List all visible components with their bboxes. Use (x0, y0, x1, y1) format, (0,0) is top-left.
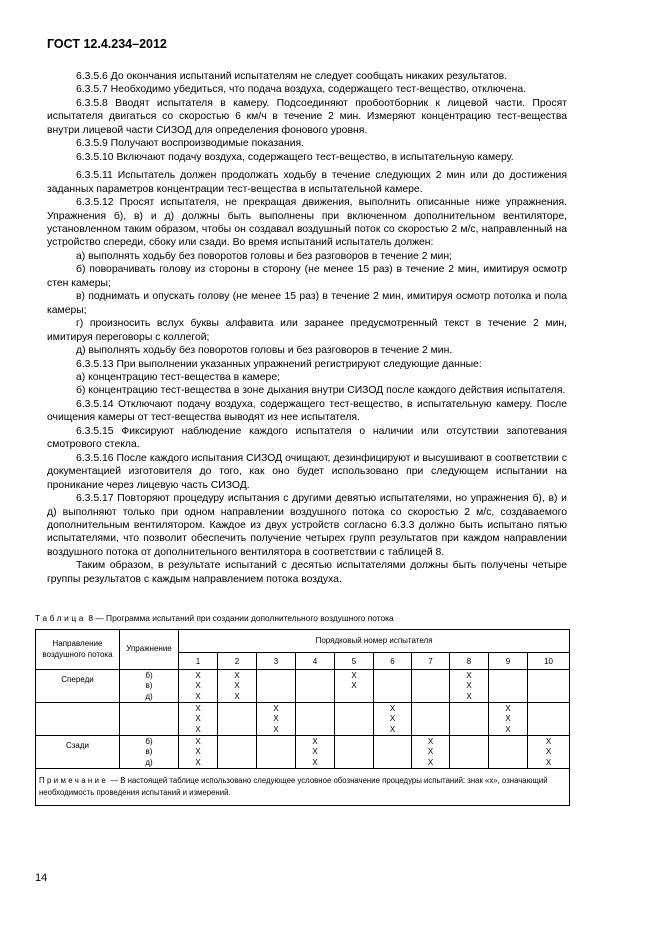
tester-number: 8 (450, 653, 489, 670)
direction-cell: Сзади (36, 736, 120, 769)
mark-x: Х (312, 737, 318, 746)
list-item: а) выполнять ходьбу без поворотов головы и без разговоров в течение 2 мин; (76, 250, 452, 262)
mark-x: Х (466, 681, 472, 691)
exercise-label: в) (145, 747, 153, 757)
document-header: ГОСТ 12.4.234–2012 (47, 37, 167, 51)
mark-cell (335, 670, 374, 703)
mark-x: Х (427, 737, 434, 746)
tester-number: 1 (179, 653, 218, 670)
mark-cell (412, 736, 450, 769)
note-label: Примечание (39, 776, 109, 785)
mark-x: Х (234, 681, 240, 691)
tester-number: 7 (412, 653, 450, 670)
mark-x: Х (351, 671, 357, 680)
paragraph: 6.3.5.12 Просят испытателя, не прекращая движения, выполнить описанные ниже упражнения. Упражнения б), в) и д) должны быть выполнены при включенном дополнительном вентиляторе, установленном таким образом, чтобы он создавал воздушный поток со скоростью 2 м/с, направленный на устройство спереди, сбоку или сзади. Во время испытаний испытатель должен: (47, 197, 567, 249)
paragraph: 6.3.5.11 Испытатель должен продолжать ходьбу в течение следующих 2 мин или до достижения заданных параметров концентрации тест-вещества в испытательной камере. (47, 170, 567, 195)
paragraph: 6.3.5.16 После каждого испытания СИЗОД очищают, дезинфицируют и высушивают в соответствии с документацией изготовителя до того, как оно будет использовано при следующем испытании на проникание через лицевую часть СИЗОД. (47, 452, 567, 491)
mark-cell (528, 703, 570, 736)
mark-x: Х (195, 714, 201, 724)
exercise-label: б) (145, 737, 153, 746)
mark-cell (335, 703, 374, 736)
paragraph: 6.3.5.10 Включают подачу воздуха, содержащего тест-вещество, в испытательную камеру. (76, 151, 514, 163)
mark-x: Х (389, 714, 396, 724)
exercise-label: в) (145, 681, 153, 691)
mark-cell (450, 736, 489, 769)
mark-cell (296, 736, 335, 769)
mark-x: Х (312, 757, 318, 767)
paragraph: 6.3.5.13 При выполнении указанных упражнений регистрируют следующие данные: (76, 358, 482, 370)
mark-x: Х (545, 747, 552, 757)
mark-x: Х (273, 704, 279, 713)
mark-x: Х (195, 757, 201, 767)
tester-number: 6 (374, 653, 412, 670)
paragraph: 6.3.5.9 Получают воспроизводимые показания. (76, 138, 305, 150)
tester-number: 4 (296, 653, 335, 670)
mark-cell (528, 736, 570, 769)
mark-cell (374, 736, 412, 769)
mark-cell (450, 703, 489, 736)
mark-x: Х (427, 747, 434, 757)
table-note (36, 769, 570, 806)
mark-x: Х (195, 691, 201, 701)
mark-cell (218, 703, 257, 736)
mark-cell (257, 736, 296, 769)
list-item: в) поднимать и опускать голову (не менее 15 раз) в течение 2 мин, имитируя осмотр потолка и пола камеры; (47, 291, 567, 316)
list-item: д) выполнять ходьбу без поворотов головы и без разговоров в течение 2 мин. (76, 345, 453, 357)
tester-number: 2 (218, 653, 257, 670)
tester-number: 10 (528, 653, 570, 670)
mark-cell (489, 703, 528, 736)
table-caption-text: 8 — Программа испытаний при создании дополнительного воздушного потока (86, 613, 394, 623)
mark-x: Х (505, 724, 511, 734)
mark-cell (489, 736, 528, 769)
paragraph: 6.3.5.15 Фиксируют наблюдение каждого испытателя о наличии или отсутствии запотевания смотрового стекла. (47, 425, 567, 451)
paragraph: 6.3.5.7 Необходимо убедиться, что подача воздуха, содержащего тест-вещество, отключена. (76, 84, 527, 96)
mark-x: Х (427, 757, 434, 767)
mark-x: Х (273, 724, 279, 734)
mark-x: Х (195, 704, 201, 713)
mark-x: Х (195, 671, 201, 680)
mark-cell (335, 736, 374, 769)
page-number: 14 (35, 872, 48, 884)
table-row (36, 703, 570, 736)
paragraph: 6.3.5.14 Отключают подачу воздуха, содержащего тест-вещество, в испытательную камеру. После очищения камеры от тест-вещества выводят из нее испытателя. (47, 398, 567, 424)
mark-cell (296, 670, 335, 703)
mark-x: Х (505, 714, 511, 724)
mark-x: Х (195, 724, 201, 734)
mark-cell (412, 670, 450, 703)
mark-cell (179, 736, 218, 769)
header-testers: Порядковый номер испытателя (179, 630, 570, 653)
direction-cell: Спереди (36, 670, 120, 703)
table-caption (35, 613, 394, 623)
mark-x: Х (195, 747, 201, 757)
mark-cell (412, 703, 450, 736)
direction-cell (36, 703, 120, 736)
mark-cell (179, 703, 218, 736)
mark-cell (374, 670, 412, 703)
exercise-cell (120, 670, 179, 703)
mark-x: Х (195, 737, 201, 746)
paragraph: 6.3.5.6 До окончания испытаний испытателям не следует сообщать никаких результатов. (76, 71, 508, 82)
mark-cell (179, 670, 218, 703)
table-caption-label: Таблица (35, 613, 87, 623)
mark-cell (257, 703, 296, 736)
tester-number: 9 (489, 653, 528, 670)
exercise-cell (120, 703, 179, 736)
mark-x: Х (351, 681, 357, 691)
list-item: а) концентрацию тест-вещества в камере; (76, 371, 280, 383)
list-item: б) концентрацию тест-вещества в зоне дыхания внутри СИЗОД после каждого действия испытателя. (76, 385, 566, 397)
mark-x: Х (545, 757, 552, 767)
list-item: г) произносить вслух буквы алфавита или заранее предусмотренный текст в течение 2 мин, имитируя переговоры с коллегой; (47, 318, 567, 343)
tester-number: 5 (335, 653, 374, 670)
mark-cell (528, 670, 570, 703)
mark-cell (450, 670, 489, 703)
header-direction: Направление воздушного потока (36, 630, 120, 670)
mark-x: Х (466, 691, 472, 701)
document-body (47, 70, 567, 586)
tester-number: 3 (257, 653, 296, 670)
paragraph: Таким образом, в результате испытаний с десятью испытателями должны быть получены четыре группы результатов с каждым направлением потока воздуха. (47, 560, 567, 585)
note-text: — В настоящей таблице использовано следующее условное обозначение процедуры испытаний: знак «х», означающий необходимость проведения испытаний и измерений. (39, 776, 548, 798)
mark-cell (257, 670, 296, 703)
mark-x: Х (234, 691, 240, 701)
mark-cell (218, 736, 257, 769)
paragraph: 6.3.5.8 Вводят испытателя в камеру. Подсоединяют пробоотборник к лицевой части. Просят испытателя двигаться со скоростью 6 км/ч в течение 2 мин. Измеряют концентрацию тест-вещества внутри лицевой части СИЗОД для определения фонового уровня. (47, 97, 567, 136)
mark-x: Х (273, 714, 279, 724)
exercise-label: д) (145, 757, 153, 767)
mark-cell (296, 703, 335, 736)
exercise-label: д) (145, 691, 153, 701)
test-program-table (35, 629, 570, 806)
mark-x: Х (545, 737, 552, 746)
list-item: б) поворачивать голову из стороны в сторону (не менее 15 раз) в течение 2 мин, имитируя осмотр стен камеры; (47, 264, 567, 289)
paragraph: 6.3.5.17 Повторяют процедуру испытания с другими девятью испытателями, но упражнения б), в) и д) выполняют только при одном направлении воздушного потока со скоростью 2 м/с, создаваемого дополнительным вентилятором. Каждое из двух устройств согласно 6.3.3 должно быть испытано пятью испытателями, что позволит обеспечить получение четырех групп результатов при каждом направлении воздушного потока от дополнительного вентилятора в соответствии с таблицей 8. (47, 493, 567, 558)
table-row (36, 670, 570, 703)
table-row (36, 736, 570, 769)
mark-x: Х (195, 681, 201, 691)
mark-cell (489, 670, 528, 703)
mark-cell (218, 670, 257, 703)
exercise-cell (120, 736, 179, 769)
mark-x: Х (389, 724, 396, 734)
mark-x: Х (505, 704, 511, 713)
mark-cell (374, 703, 412, 736)
exercise-label: б) (145, 671, 153, 680)
mark-x: Х (234, 671, 240, 680)
header-exercise: Упражнение (120, 630, 179, 670)
mark-x: Х (466, 671, 472, 680)
mark-x: Х (312, 747, 318, 757)
mark-x: Х (389, 704, 396, 713)
